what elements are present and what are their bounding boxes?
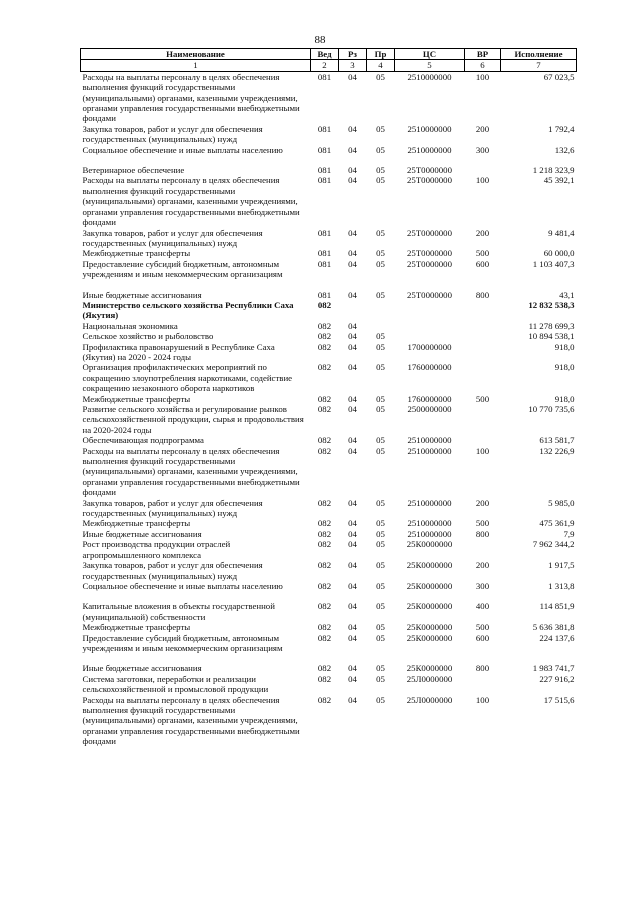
row-ved: 081 [317,144,332,155]
row-ved: 082 [317,673,332,684]
row-rz: 04 [348,341,357,352]
column-number: 1 [81,60,311,71]
page-number: 88 [314,34,326,46]
table-row [81,290,577,300]
row-vr: 600 [475,258,490,269]
row-pr: 05 [376,673,385,684]
row-cs: 2510000000 [407,435,452,446]
row-sum: 1 313,8 [548,580,575,591]
row-rz: 04 [348,175,357,186]
spacer-cell [81,280,577,290]
row-vr: 800 [475,663,490,674]
row-rz: 04 [348,622,357,633]
row-name: Межбюджетные трансферты [82,248,191,259]
row-cs [395,321,465,331]
column-number: 3 [339,60,367,71]
row-pr: 05 [376,694,385,705]
row-sum: 227 916,2 [539,673,575,684]
spacer-cell [81,591,577,601]
row-cs: 25Л0000000 [406,694,453,705]
row-vr [465,165,501,175]
table-row [81,633,577,654]
row-ved: 082 [317,622,332,633]
row-cs: 25Л0000000 [406,673,453,684]
row-rz: 04 [348,518,357,529]
row-vr: 500 [475,393,490,404]
row-ved: 081 [317,123,332,134]
row-ved: 082 [317,404,332,414]
table-row [81,331,577,341]
row-cs: 25К0000000 [406,632,453,643]
row-rz: 04 [348,560,357,571]
row-rz: 04 [348,528,357,539]
table-body [81,71,577,746]
row-sum: 9 481,4 [548,227,575,238]
row-rz: 04 [348,248,357,259]
row-pr: 05 [376,71,385,82]
table-row [81,560,577,581]
row-rz: 04 [348,435,357,446]
row-ved: 081 [317,175,332,186]
row-sum: 475 361,9 [539,518,575,529]
row-name: Межбюджетные трансферты [82,518,191,529]
spacer-row [81,280,577,290]
row-pr: 05 [376,560,385,571]
row-cs [395,331,465,341]
row-name: Предоставление субсидий бюджетным, автономным учреждениям и иным некоммерческим организациям [82,258,283,280]
row-pr: 05 [376,289,385,300]
row-cs: 25Т0000000 [407,175,452,186]
row-vr [465,435,501,445]
row-vr: 100 [475,175,490,186]
row-rz: 04 [348,673,357,684]
row-vr: 500 [475,518,490,529]
row-ved: 082 [317,601,332,612]
row-ved: 081 [317,71,332,82]
spacer-cell [81,653,577,663]
table-row [81,518,577,528]
row-sum: 918,0 [554,393,575,404]
row-vr [465,342,501,363]
row-cs: 25Т0000000 [407,248,452,259]
row-rz [339,300,367,321]
budget-table [80,48,577,747]
table-row [81,300,577,321]
row-sum: 132 226,9 [539,445,575,456]
row-sum: 10 770 735,6 [528,404,575,414]
row-cs: 2510000000 [407,71,452,82]
row-name: Закупка товаров, работ и услуг для обеспечения государственных (муниципальных) нужд [82,560,263,581]
row-sum: 1 983 741,7 [532,663,575,674]
row-name: Расходы на выплаты персоналу в целях обеспечения выполнения функций государственными (муниципальными) органами, казенными учреждениями, органами управления государственными внебюджетными фондами [82,694,300,747]
row-ved: 082 [317,694,332,705]
table-row [81,145,577,155]
row-ved: 082 [317,299,332,310]
row-cs: 25К0000000 [406,539,453,550]
row-rz: 04 [348,320,357,331]
spacer-row [81,653,577,663]
row-name: Обеспечивающая подпрограмма [82,435,204,446]
spacer-row [81,155,577,165]
row-ved: 081 [317,227,332,238]
row-sum: 60 000,0 [543,248,575,259]
row-cs: 2510000000 [407,445,452,456]
row-sum: 11 278 699,3 [528,320,575,331]
table-row [81,228,577,249]
row-cs: 2510000000 [407,144,452,155]
row-pr: 05 [376,393,385,404]
row-rz: 04 [348,71,357,82]
row-vr [465,300,501,321]
table-row [81,674,577,695]
row-name: Национальная экономика [82,320,178,331]
table-row [81,498,577,519]
row-name: Министерство сельского хозяйства Республики Саха (Якутия) [82,299,294,321]
table-row [81,435,577,445]
row-name: Межбюджетные трансферты [82,393,191,404]
row-cs: 1700000000 [407,341,452,352]
row-ved: 082 [317,435,332,446]
row-name: Капитальные вложения в объекты государственной (муниципальной) собственности [82,601,275,622]
row-vr [465,321,501,331]
row-rz: 04 [348,123,357,134]
header-rz: Рз [339,49,367,60]
table-row [81,175,577,227]
row-name: Расходы на выплаты персоналу в целях обеспечения выполнения функций государственными (муниципальными) органами, казенными учреждениями, органами управления государственными внебюджетными фондами [82,445,300,498]
row-sum: 5 636 381,8 [532,622,575,633]
row-vr [465,674,501,695]
row-vr: 200 [475,497,490,508]
row-rz: 04 [348,663,357,674]
row-ved: 082 [317,528,332,539]
row-vr: 200 [475,227,490,238]
row-pr: 05 [376,580,385,591]
table-row [81,165,577,175]
row-name: Расходы на выплаты персоналу в целях обеспечения выполнения функций государственными (муниципальными) органами, казенными учреждениями, органами управления государственными внебюджетными фондами [82,71,300,124]
row-rz: 04 [348,258,357,269]
table-row [81,259,577,280]
row-pr: 05 [376,144,385,155]
row-ved: 082 [317,580,332,591]
row-name: Закупка товаров, работ и услуг для обеспечения государственных (муниципальных) нужд [82,227,263,248]
table-row [81,529,577,539]
row-name: Предоставление субсидий бюджетным, автономным учреждениям и иным некоммерческим организациям [82,632,283,653]
row-rz: 04 [348,580,357,591]
row-vr: 500 [475,248,490,259]
row-vr [465,539,501,560]
header-row [81,49,577,60]
row-ved: 081 [317,165,332,176]
row-rz: 04 [348,289,357,300]
row-vr [465,362,501,393]
table-row [81,581,577,591]
table-row [81,362,577,393]
row-rz: 04 [348,404,357,414]
spacer-row [81,591,577,601]
row-ved: 081 [317,258,332,269]
row-ved: 082 [317,393,332,404]
table-row [81,622,577,632]
row-name: Иные бюджетные ассигнования [82,663,202,674]
row-name: Закупка товаров, работ и услуг для обеспечения государственных (муниципальных) нужд [82,497,263,519]
row-cs: 25Т0000000 [407,165,452,176]
row-ved: 082 [317,518,332,529]
row-sum: 7 962 344,2 [532,539,575,550]
row-pr: 05 [376,175,385,186]
table-row [81,124,577,145]
row-cs: 25К0000000 [406,663,453,674]
row-name: Сельское хозяйство и рыболовство [82,331,214,342]
row-pr: 05 [376,123,385,134]
row-rz: 04 [348,331,357,342]
row-name: Социальное обеспечение и иные выплаты населению [82,580,283,591]
row-sum: 7,9 [563,528,575,539]
row-ved: 082 [317,497,332,508]
row-vr [465,404,501,435]
row-sum: 224 137,6 [539,632,575,643]
row-rz: 04 [348,144,357,155]
row-cs: 25К0000000 [406,622,453,633]
row-sum: 45 392,1 [543,175,575,186]
table-row [81,695,577,747]
table-row [81,663,577,673]
row-cs: 2510000000 [407,123,452,134]
row-cs: 2500000000 [407,404,452,414]
row-sum: 17 515,6 [543,694,575,705]
row-rz: 04 [348,694,357,705]
row-pr: 05 [376,341,385,352]
row-pr: 05 [376,248,385,259]
column-number: 6 [465,60,501,71]
row-vr: 100 [475,71,490,82]
row-pr: 05 [376,165,385,176]
row-rz: 04 [348,165,357,176]
row-vr: 100 [475,694,490,705]
row-pr: 05 [376,497,385,508]
table-row [81,539,577,560]
row-sum: 12 832 538,3 [528,299,575,310]
row-vr: 100 [475,445,490,456]
row-pr: 05 [376,227,385,238]
row-ved: 082 [317,663,332,674]
row-cs: 25Т0000000 [407,289,452,300]
row-sum: 918,0 [554,341,575,352]
header-ved: Вед [311,49,339,60]
row-pr: 05 [376,518,385,529]
spacer-cell [81,155,577,165]
column-number: 5 [395,60,465,71]
row-name: Профилактика правонарушений в Республике Саха (Якутия) на 2020 - 2024 годы [82,341,275,362]
row-ved: 082 [317,341,332,352]
row-pr: 05 [376,528,385,539]
row-sum: 5 985,0 [548,497,575,508]
table-row [81,248,577,258]
row-pr: 05 [376,601,385,612]
row-vr: 600 [475,632,490,643]
row-pr: 05 [376,435,385,446]
row-ved: 081 [317,289,332,300]
row-name: Расходы на выплаты персоналу в целях обеспечения выполнения функций государственными (муниципальными) органами, казенными учреждениями, органами управления государственными внебюджетными фондами [82,175,300,228]
row-pr: 05 [376,445,385,456]
row-name: Закупка товаров, работ и услуг для обеспечения государственных (муниципальных) нужд [82,123,263,145]
row-name: Иные бюджетные ассигнования [82,528,202,539]
row-pr: 05 [376,362,385,373]
row-vr: 300 [475,144,490,155]
table-row [81,601,577,622]
row-cs: 25К0000000 [406,601,453,612]
column-number: 4 [367,60,395,71]
row-name: Рост производства продукции отраслей агропромышленного комплекса [82,539,231,560]
column-number: 7 [501,60,577,71]
row-ved: 081 [317,248,332,259]
row-pr [367,300,395,321]
row-sum: 114 851,9 [539,601,575,612]
header-sum: Исполнение [501,49,577,60]
row-name: Ветеринарное обеспечение [82,165,185,176]
row-name: Система заготовки, переработки и реализации сельскохозяйственной и промысловой продукции [82,673,269,695]
row-vr: 200 [475,123,490,134]
row-cs: 1760000000 [407,362,452,373]
row-vr: 500 [475,622,490,633]
table-row [81,404,577,435]
row-rz: 04 [348,497,357,508]
row-cs: 2510000000 [407,497,452,508]
row-sum: 67 023,5 [543,71,575,82]
row-sum: 1 103 407,3 [532,258,575,269]
row-sum: 1 792,4 [548,123,575,134]
column-number: 2 [311,60,339,71]
row-sum: 613 581,7 [539,435,575,446]
row-sum: 918,0 [554,362,575,373]
row-sum: 43,1 [559,289,575,300]
row-sum: 1 917,5 [548,560,575,571]
header-cs: ЦС [395,49,465,60]
row-cs: 2510000000 [407,518,452,529]
row-rz: 04 [348,539,357,550]
row-rz: 04 [348,362,357,373]
row-ved: 082 [317,560,332,571]
table-row [81,71,577,124]
column-number-row [81,60,577,71]
table-row [81,394,577,404]
row-ved: 082 [317,445,332,456]
row-pr: 05 [376,632,385,643]
budget-table-container [80,48,576,747]
row-ved: 082 [317,539,332,550]
header-pr: Пр [367,49,395,60]
row-cs: 2510000000 [407,528,452,539]
row-cs [395,300,465,321]
header-name: Наименование [81,49,311,60]
row-sum: 1 218 323,9 [532,165,575,176]
row-vr: 400 [475,601,490,612]
row-cs: 25Т0000000 [407,227,452,238]
row-cs: 25К0000000 [406,580,453,591]
row-vr: 300 [475,580,490,591]
row-rz: 04 [348,445,357,456]
header-vr: ВР [465,49,501,60]
row-pr: 05 [376,404,385,414]
row-cs: 25Т0000000 [407,258,452,269]
row-vr: 200 [475,560,490,571]
row-rz: 04 [348,393,357,404]
row-name: Организация профилактических мероприятий по сокращению злоупотребления наркотиками, содействие сокращению незаконного оборота наркотиков [82,362,293,394]
row-rz: 04 [348,632,357,643]
row-pr: 05 [376,331,385,342]
row-ved: 082 [317,632,332,643]
row-ved: 082 [317,362,332,373]
row-pr: 05 [376,258,385,269]
row-pr: 05 [376,539,385,550]
row-pr [367,321,395,331]
row-name: Социальное обеспечение и иные выплаты населению [82,144,283,155]
row-cs: 25К0000000 [406,560,453,571]
row-vr [465,331,501,341]
row-vr: 800 [475,289,490,300]
table-row [81,342,577,363]
row-pr: 05 [376,622,385,633]
table-row [81,446,577,498]
row-ved: 082 [317,331,332,342]
row-pr: 05 [376,663,385,674]
row-rz: 04 [348,227,357,238]
table-row [81,321,577,331]
row-sum: 10 894 538,1 [528,331,575,342]
row-name: Развитие сельского хозяйства и регулирование рынков сельскохозяйственной продукции, сырья и продовольствия на 2020-2024 годы [82,404,304,435]
row-name: Иные бюджетные ассигнования [82,289,202,300]
row-sum: 132,6 [554,144,575,155]
row-ved: 082 [317,320,332,331]
row-vr: 800 [475,528,490,539]
row-cs: 1760000000 [407,393,452,404]
row-rz: 04 [348,601,357,612]
row-name: Межбюджетные трансферты [82,622,191,633]
